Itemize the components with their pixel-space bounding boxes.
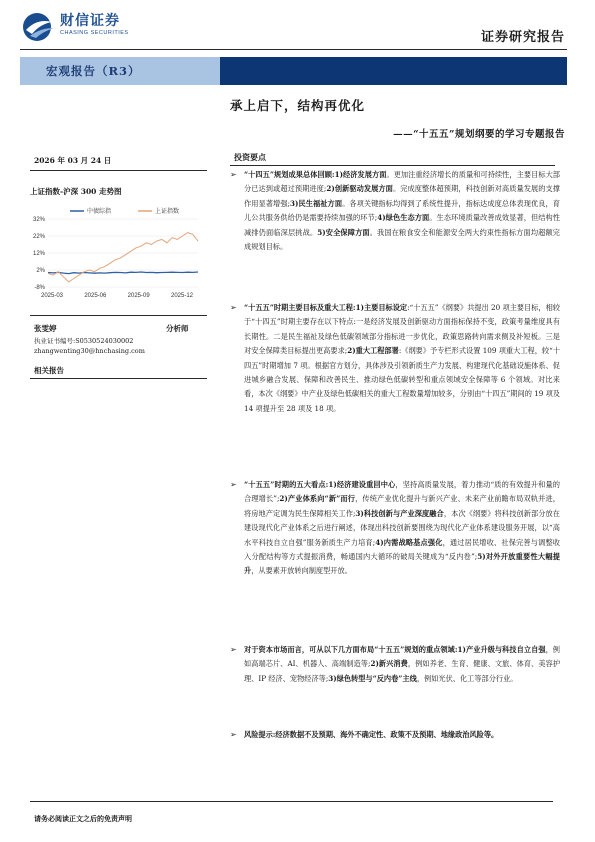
key-point-3: “十五五”时期的五大看点:1)经济建设重回中心，坚持高质量发展，着力推动“质的有效提升和量的合理增长”;2)产业体系向“新”而行，传统产业优化提升与新兴产业、未来产业前瞻布局双轨并进，将房地产定调为民生保障相关工作;3)科技创新与产业深度融合，本次《纲要》将科技创新部分放在建设现代化产业体系之后进行阐述，体现出科技创新要围绕为现代化产业体系建设服务开展，以“高水平科技自立自强”服务新质生产力培育;4)内需战略基点强化，通过居民增收、社保完善与调整收入分配结构等方式提振消费，畅通国内大循环的破局关键成为“反内卷”;5)对外开放重要性大幅提升，从要素开放转向制度型开放。	[244, 480, 560, 576]
y-tick-label: 12%	[32, 251, 45, 257]
company-logo-icon	[20, 10, 60, 44]
key-point-4: 对于资本市场而言，可从以下几方面布局“十五五”规划的重点领域:1)产业升级与科技自立自强，例如高端芯片、AI、机器人、高端制造等;2)新兴消费，例如养老、生育、健康、文旅、体育、美容护理、IP 经济、宠物经济等;3)绿色转型与“反内卷”主线，例如光伏、化工等部分行业。	[244, 645, 561, 683]
report-category: 宏观报告（R3）	[46, 64, 141, 78]
x-tick-label: 2025-03	[40, 293, 64, 299]
header-divider	[20, 49, 567, 50]
bullet-arrow-icon: ➢	[230, 170, 237, 179]
y-tick-label: 32%	[32, 217, 45, 223]
bullet-arrow-icon: ➢	[230, 303, 237, 312]
index-trend-chart	[22, 205, 212, 305]
y-tick-label: 2%	[36, 268, 45, 274]
category-band-right	[220, 57, 567, 85]
legend-label: 上证指数	[155, 208, 180, 215]
left-divider-2	[30, 315, 207, 316]
brand-subtitle: CHASING SECURITIES	[60, 30, 129, 36]
footer-disclaimer: 请务必阅读正文之后的免责声明	[34, 814, 132, 823]
key-point-1: “十四五”规划成果总体回顾:1)经济发展方面。更加注重经济增长的质量和可持续性，主要目标大部分已达到或超过预期进度;2)创新驱动发展方面。完成度整体超预期，科技创新对高质量发展的支撑作用显著增强;3)民生福祉方面。各项关键指标均得到了系统性提升，指标达成度总体表现优良，育儿公共服务供给仍是需要持续加强的环节;4)绿色生态方面。生态环境质量改善成效显著，但结构性减排仍面临深层挑战。5)安全保障方面。我国在粮食安全和能源安全两大约束性指标方面均超额完成规划目标。	[244, 170, 560, 252]
key-point-2: “十五五”时期主要目标及重大工程:1)主要目标设定:“十五五”《纲要》共提出 20 项主要目标，相较于“十四五”时期主要存在以下特点:一是经济发展及创新驱动方面指标保持不变，政策考量维度具有长期性。二是民生福祉及绿色低碳领域部分指标进一步优化，政策思路转向需求侧及补短板。三是对安全保障类目标提出更高要求;2)重大工程部署:《纲要》予专栏形式设置 109 项重大工程，较“十四五”时期增加 7 项。根据官方划分，具体涉及引领新质生产力发展、构建现代化基础设施体系、促进城乡融合发展、保障和改善民生、推动绿色低碳转型和重点领域安全保障等 6 个领域。对比来看，本次《纲要》中产业及绿色低碳相关的重大工程数量增加较多，分别由“十四五”期间的 19 项及 14 项提升至 28 项及 18 项。	[244, 303, 560, 413]
report-subtitle: ——“十五五”规划纲要的学习专题报告	[393, 129, 565, 140]
key-points-divider	[230, 165, 555, 166]
report-title: 承上启下，结构再优化	[229, 98, 365, 113]
x-tick-label: 2025-09	[127, 293, 150, 299]
key-point-5: 风险提示:经济数据不及预期、海外不确定性、政策不及预期、地缘政治风险等。	[244, 730, 499, 739]
report-type: 证券研究报告	[480, 30, 565, 45]
report-date: 2026 年 03 月 24 日	[34, 156, 112, 165]
left-divider	[30, 170, 207, 171]
bullet-arrow-icon: ➢	[230, 480, 237, 489]
key-points-title: 投资要点	[234, 152, 266, 162]
series-line-1	[48, 272, 198, 274]
chart-title: 上证指数-沪深 300 走势图	[30, 187, 122, 196]
related-reports-title: 相关报告	[34, 366, 64, 375]
x-tick-label: 2025-12	[170, 293, 194, 299]
analyst-name: 张雯婷	[34, 324, 57, 333]
analyst-cert: 执业证书编号:S0530524030002	[34, 337, 134, 345]
left-divider-3	[30, 378, 207, 379]
brand-name: 财信证券	[60, 13, 120, 29]
series-line-2	[48, 233, 198, 282]
x-tick-label: 2025-06	[84, 293, 107, 299]
bullet-arrow-icon: ➢	[230, 730, 237, 739]
legend-label: 中债综指	[87, 208, 112, 215]
y-tick-label: -8%	[34, 285, 45, 291]
bullet-arrow-icon: ➢	[230, 645, 237, 654]
analyst-role: 分析师	[166, 324, 189, 333]
footer-divider	[30, 801, 553, 802]
analyst-email[interactable]: zhangwenting30@hnchasing.com	[34, 347, 145, 355]
y-tick-label: 22%	[32, 234, 45, 240]
